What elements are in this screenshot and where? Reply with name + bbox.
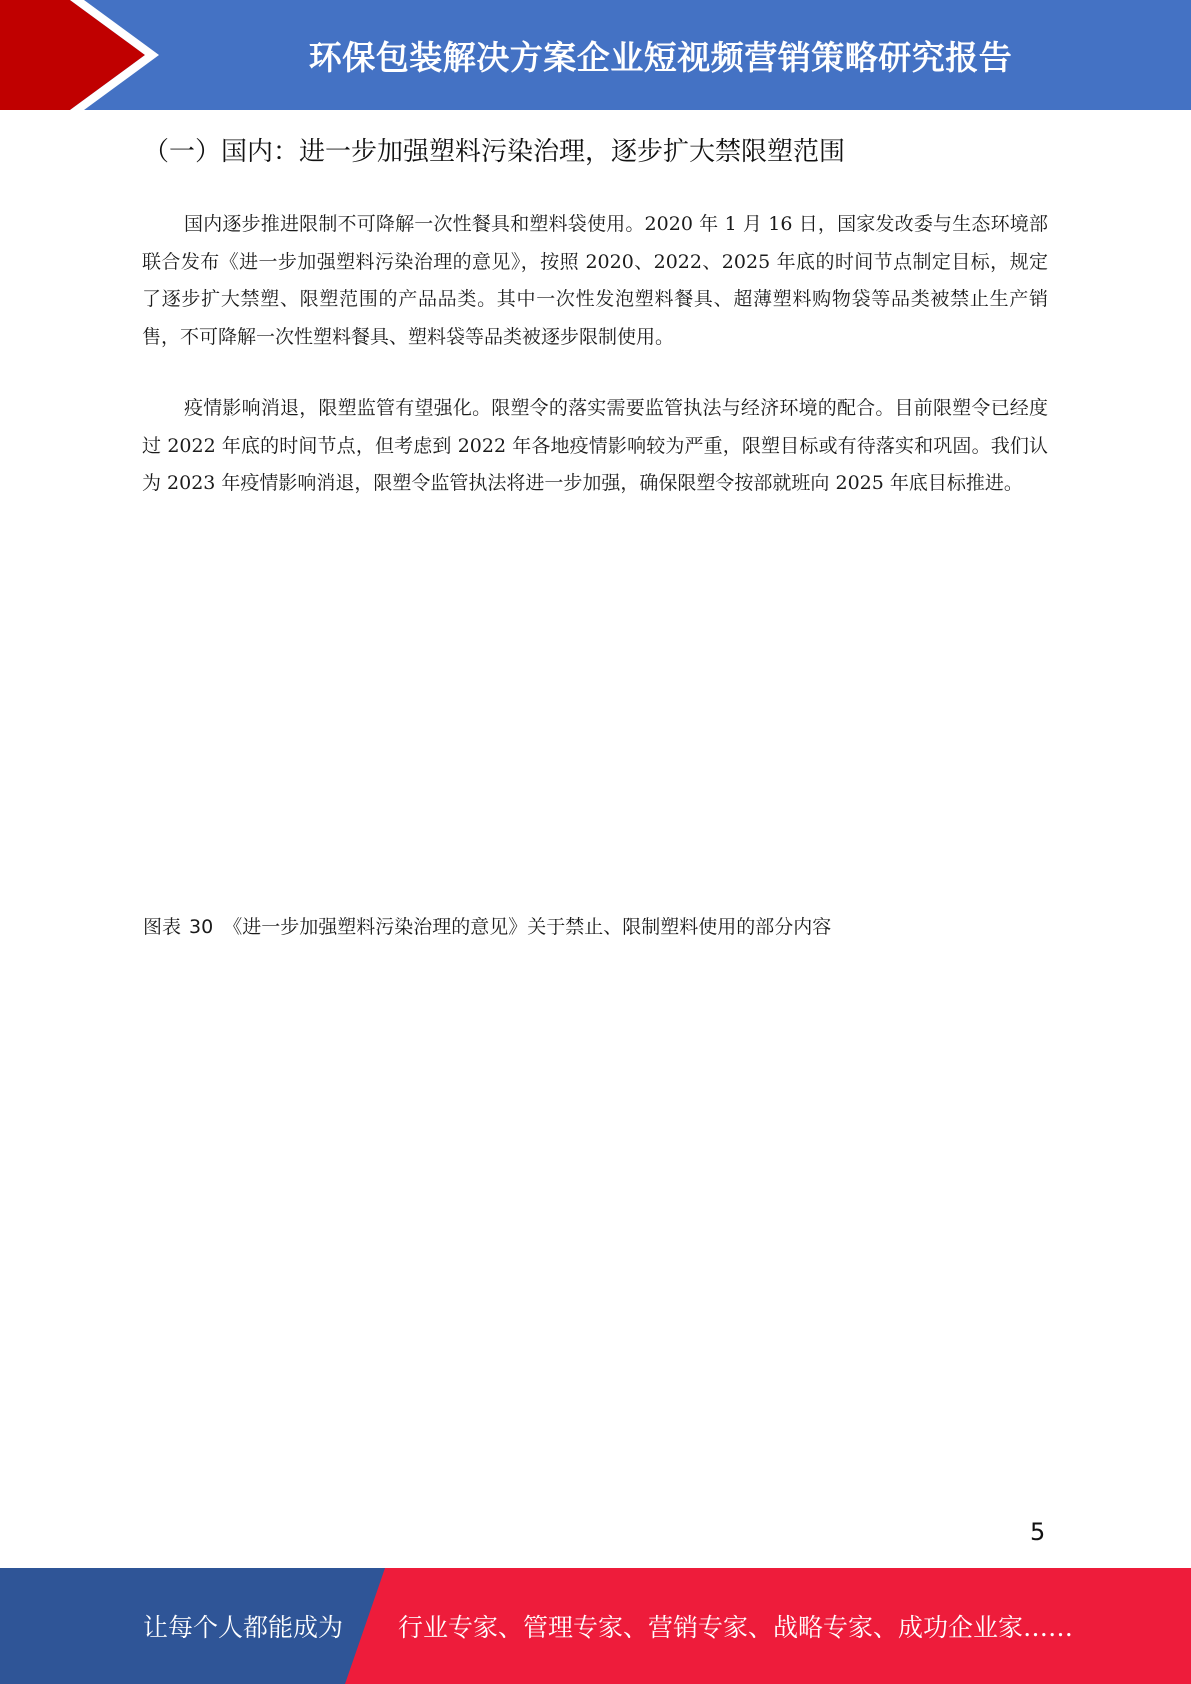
figure-title: 《进一步加强塑料污染治理的意见》关于禁止、限制塑料使用的部分内容 <box>223 916 832 938</box>
body-paragraph: 国内逐步推进限制不可降解一次性餐具和塑料袋使用。2020 年 1 月 16 日，国家发改委与生态环境部联合发布《进一步加强塑料污染治理的意见》，按照 2020、2022、2025 年底的时间节点制定目标，规定了逐步扩大禁塑、限塑范围的产品品类。其中一次性发泡塑料餐具、超薄塑料购物袋等品类被禁止生产销售，不可降解一次性塑料餐具、塑料袋等品类被逐步限制使用。 <box>142 213 1048 348</box>
section-heading: （一）国内：进一步加强塑料污染治理，逐步扩大禁限塑范围 <box>143 137 846 167</box>
page-number: 5 <box>1030 1518 1046 1546</box>
page-footer <box>0 1568 1191 1684</box>
figure-caption <box>143 912 831 939</box>
footer-slogan-right: 行业专家、管理专家、营销专家、战略专家、成功企业家…… <box>398 1613 1074 1642</box>
report-title: 环保包装解决方案企业短视频营销策略研究报告 <box>308 37 1013 77</box>
figure-number: 30 <box>189 916 214 938</box>
figure-label: 图表 <box>143 916 182 938</box>
page-header <box>0 0 1191 110</box>
body-paragraph: 疫情影响消退，限塑监管有望强化。限塑令的落实需要监管执法与经济环境的配合。目前限塑令已经度过 2022 年底的时间节点，但考虑到 2022 年各地疫情影响较为严重，限塑目标或有待落实和巩固。我们认为 2023 年疫情影响消退，限塑令监管执法将进一步加强，确保限塑令按部就班向 2025 年底目标推进。 <box>142 397 1048 494</box>
footer-slogan-left: 让每个人都能成为 <box>143 1613 344 1642</box>
